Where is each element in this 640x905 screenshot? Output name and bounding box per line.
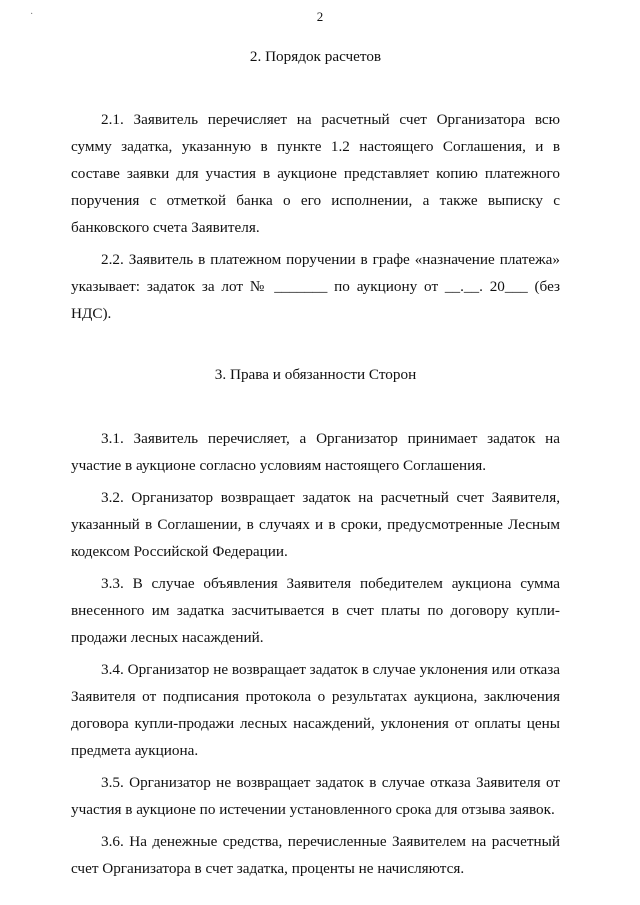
document-body — [71, 40, 560, 882]
section-3-heading: 3. Права и обязанности Сторон — [214, 366, 417, 383]
paragraph-3-1: 3.1. Заявитель перечисляет, а Организатор принимает задаток на участие в аукционе согласно условиям настоящего Соглашения. — [71, 430, 560, 474]
paragraph-3-4: 3.4. Организатор не возвращает задаток в случае уклонения или отказа Заявителя от подписания протокола о результатах аукциона, заключения договора купли-продажи лесных насаждений, уклонения от оплаты цены предмета аукциона. — [71, 661, 560, 759]
paragraph-2-1: 2.1. Заявитель перечисляет на расчетный счет Организатора всю сумму задатка, указанную в пункте 1.2 настоящего Соглашения, и в составе заявки для участия в аукционе представляет копию платежного поручения с отметкой банка о его исполнении, а также выписку с банковского счета Заявителя. — [71, 111, 560, 236]
page-number: 2 — [316, 9, 324, 24]
section-2-heading: 2. Порядок расчетов — [249, 48, 382, 65]
paragraph-3-3: 3.3. В случае объявления Заявителя победителем аукциона сумма внесенного им задатка засчитывается в счет платы по договору купли-продажи лесных насаждений. — [71, 575, 560, 646]
paragraph-3-2: 3.2. Организатор возвращает задаток на расчетный счет Заявителя, указанный в Соглашении, в случаях и в сроки, предусмотренные Лесным кодексом Российской Федерации. — [71, 489, 560, 560]
paragraph-3-6: 3.6. На денежные средства, перечисленные Заявителем на расчетный счет Организатора в счет задатка, проценты не начисляются. — [71, 833, 560, 877]
corner-mark: · — [30, 9, 34, 20]
paragraph-2-2: 2.2. Заявитель в платежном поручении в графе «назначение платежа» указывает: задаток за лот № _______ по аукциону от __.__. 20___ (без НДС). — [71, 251, 560, 322]
paragraph-3-5: 3.5. Организатор не возвращает задаток в случае отказа Заявителя от участия в аукционе по истечении установленного срока для отзыва заявок. — [71, 774, 560, 818]
